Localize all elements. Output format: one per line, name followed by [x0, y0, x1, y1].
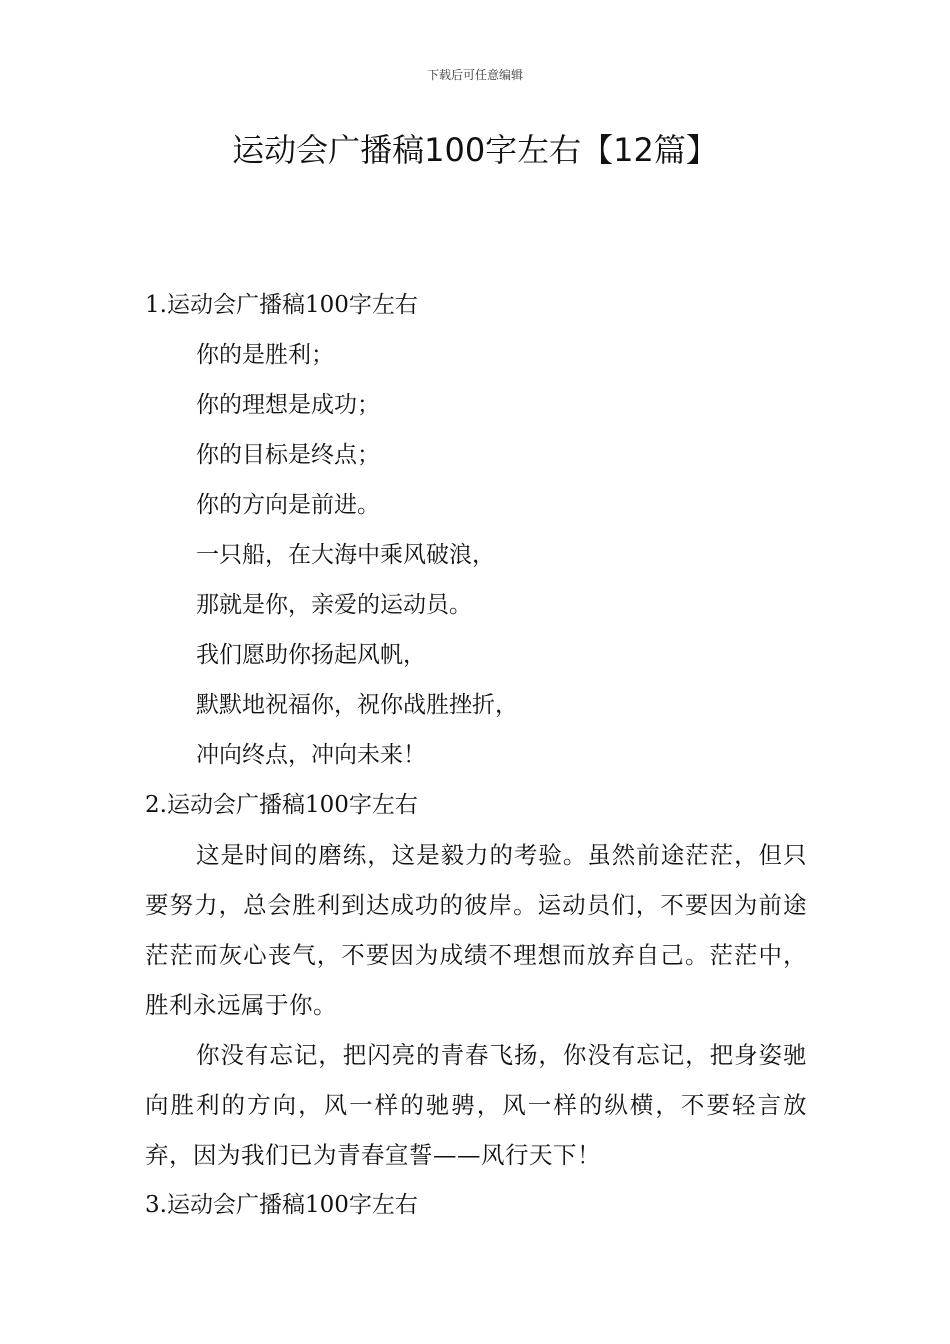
- poem-line: 你的方向是前进。: [196, 492, 380, 518]
- document-body: [145, 280, 807, 1230]
- poem-line: 你的理想是成功；: [196, 392, 380, 418]
- poem-line: 我们愿助你扬起风帆，: [196, 642, 426, 668]
- header-note: 下载后可任意编辑: [426, 68, 523, 82]
- section-heading-3: 3.运动会广播稿100字左右: [145, 1192, 418, 1218]
- section-heading-2: 2.运动会广播稿100字左右: [145, 792, 418, 818]
- poem-line: 冲向终点，冲向未来！: [196, 742, 426, 768]
- paragraph: 你没有忘记，把闪亮的青春飞扬，你没有忘记，把身姿驰向胜利的方向，风一样的驰骋，风一样的纵横，不要轻言放弃，因为我们已为青春宣誓——风行天下！: [145, 1041, 807, 1169]
- poem-line: 默默地祝福你，祝你战胜挫折，: [196, 692, 518, 718]
- section-heading-1: 1.运动会广播稿100字左右: [145, 292, 418, 318]
- poem-line: 你的是胜利；: [196, 342, 334, 368]
- poem-line: 那就是你，亲爱的运动员。: [196, 592, 472, 618]
- poem-line: 一只船，在大海中乘风破浪，: [196, 542, 495, 568]
- poem-line: 你的目标是终点；: [196, 442, 380, 468]
- paragraph: 这是时间的磨练，这是毅力的考验。虽然前途茫茫，但只要努力，总会胜利到达成功的彼岸。运动员们，不要因为前途茫茫而灰心丧气，不要因为成绩不理想而放弃自己。茫茫中，胜利永远属于你。: [145, 841, 807, 1019]
- document-title: 运动会广播稿100字左右【12篇】: [232, 131, 718, 169]
